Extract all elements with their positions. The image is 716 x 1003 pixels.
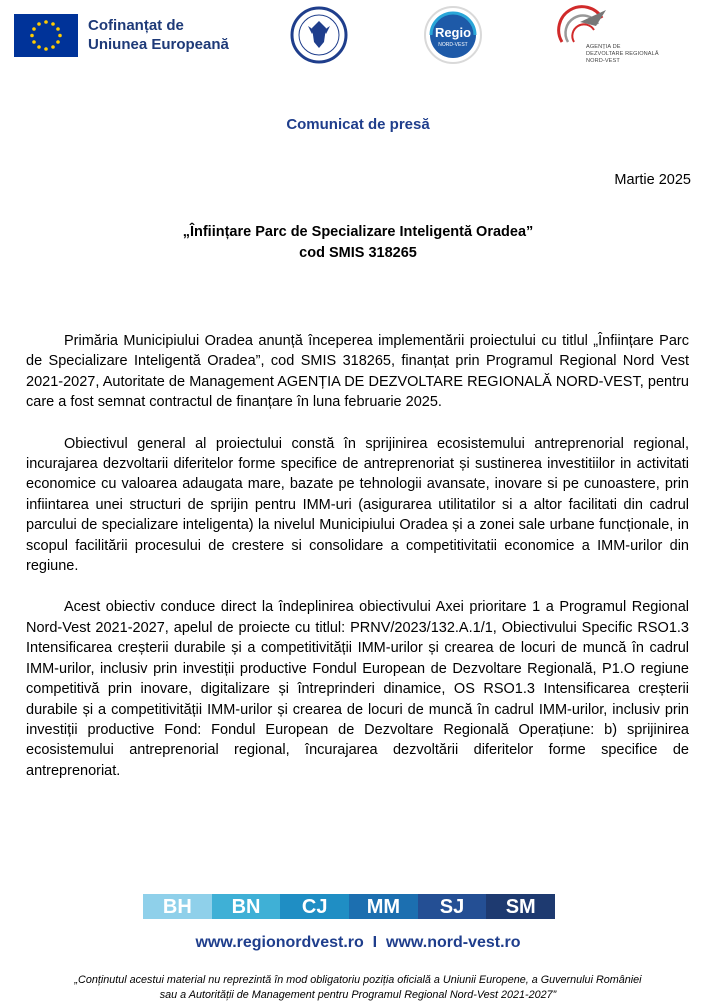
county-cj: CJ	[280, 894, 349, 919]
press-release-heading: Comunicat de presă	[286, 116, 430, 133]
project-title-line: „Înființare Parc de Specializare Inteligentă Oradea”	[182, 224, 534, 240]
body-text	[26, 331, 689, 802]
svg-text:Regio: Regio	[434, 25, 472, 40]
paragraph-objective: Obiectivul general al proiectului constă în sprijinirea ecosistemului antreprenorial regional, incurajarea dezvoltarii diferitelor forme specifice de antreprenoriat și sustinerea investitiilor in activitati economice cu valoarea adaugata mare, bazate pe tehnologii avansate, inovare si pe cunoastere, prin infiintarea unei structuri de sprijin pentru IMM-uri (asigurarea utilitatilor si a altor facilitati din cadrul parcului de specializare inteligenta) la nivelul Municipiului Oradea și a zonei sale urbane funcționale, in scopul facilitării procesului de crestere si consolidare a competitivitatii economice a IMM-urilor din regiune.	[26, 435, 689, 575]
disclaimer: „Conținutul acestui material nu reprezintă în mod obligatoriu poziția oficială a Uniunii Europene, a Guvernului României sau a Autorității de Management pentru Programul Regional Nord-Vest 2021-2027”	[74, 974, 642, 1001]
county-bn: BN	[212, 894, 281, 919]
svg-text:NORD-VEST: NORD-VEST	[438, 42, 468, 48]
adr-logo-text: AGENȚIA DE DEZVOLTARE REGIONALĂ NORD-VEST	[586, 44, 659, 64]
county-sm: SM	[486, 894, 555, 919]
county-band	[143, 894, 555, 919]
website-links: www.regionordvest.ro I www.nord-vest.ro	[195, 934, 521, 951]
adr-nord-vest-logo	[552, 4, 612, 46]
paragraph-intro: Primăria Municipiului Oradea anunță începerea implementării proiectului cu titlul „Înființare Parc de Specializare Inteligentă Oradea”, cod SMIS 318265, finanțat prin Programul Regional Nord Vest 2021-2027, Autoritate de Management AGENȚIA DE DEZVOLTARE REGIONALĂ NORD-VEST, pentru care a fost semnat contractul de finanțare în luna februarie 2025.	[26, 333, 689, 411]
release-date: Martie 2025	[614, 172, 691, 188]
project-title	[0, 222, 716, 264]
county-sj: SJ	[418, 894, 487, 919]
paragraph-axis: Acest obiectiv conduce direct la îndeplinirea obiectivului Axei prioritare 1 a Programul Regional Nord-Vest 2021-2027, apelul de proiecte cu titlul: PRNV/2023/132.A.1/1, Obiectivului Specific RSO1.3 Intensificarea creșterii durabile și a competitivității IMM-urilor și crearea de locuri de muncă în cadrul IMM-urilor, inclusiv prin investiții productive Fondul European de Dezvoltare Regională, P1.O regiune competitivă prin inovare, digitalizare și întreprinderi dinamice, OS RSO1.3 Intensificarea creșterii durabile și a competitivității IMM-urilor și crearea de locuri de muncă în cadrul IMM-urilor, inclusiv prin investiții productive Fond: Fondul European de Dezvoltare Regională Operațiune: b) sprijinirea ecosistemului antreprenorial regional, încurajarea dezvoltării diferitelor forme specifice de antreprenoriat.	[26, 599, 689, 779]
county-bh: BH	[143, 894, 212, 919]
project-code: cod SMIS 318265	[299, 245, 417, 261]
government-seal-logo	[290, 4, 348, 66]
regio-logo	[423, 4, 483, 66]
county-mm: MM	[349, 894, 418, 919]
eu-flag-logo	[14, 14, 78, 57]
eu-logo-text: Cofinanțat de Uniunea Europeană	[88, 17, 229, 53]
